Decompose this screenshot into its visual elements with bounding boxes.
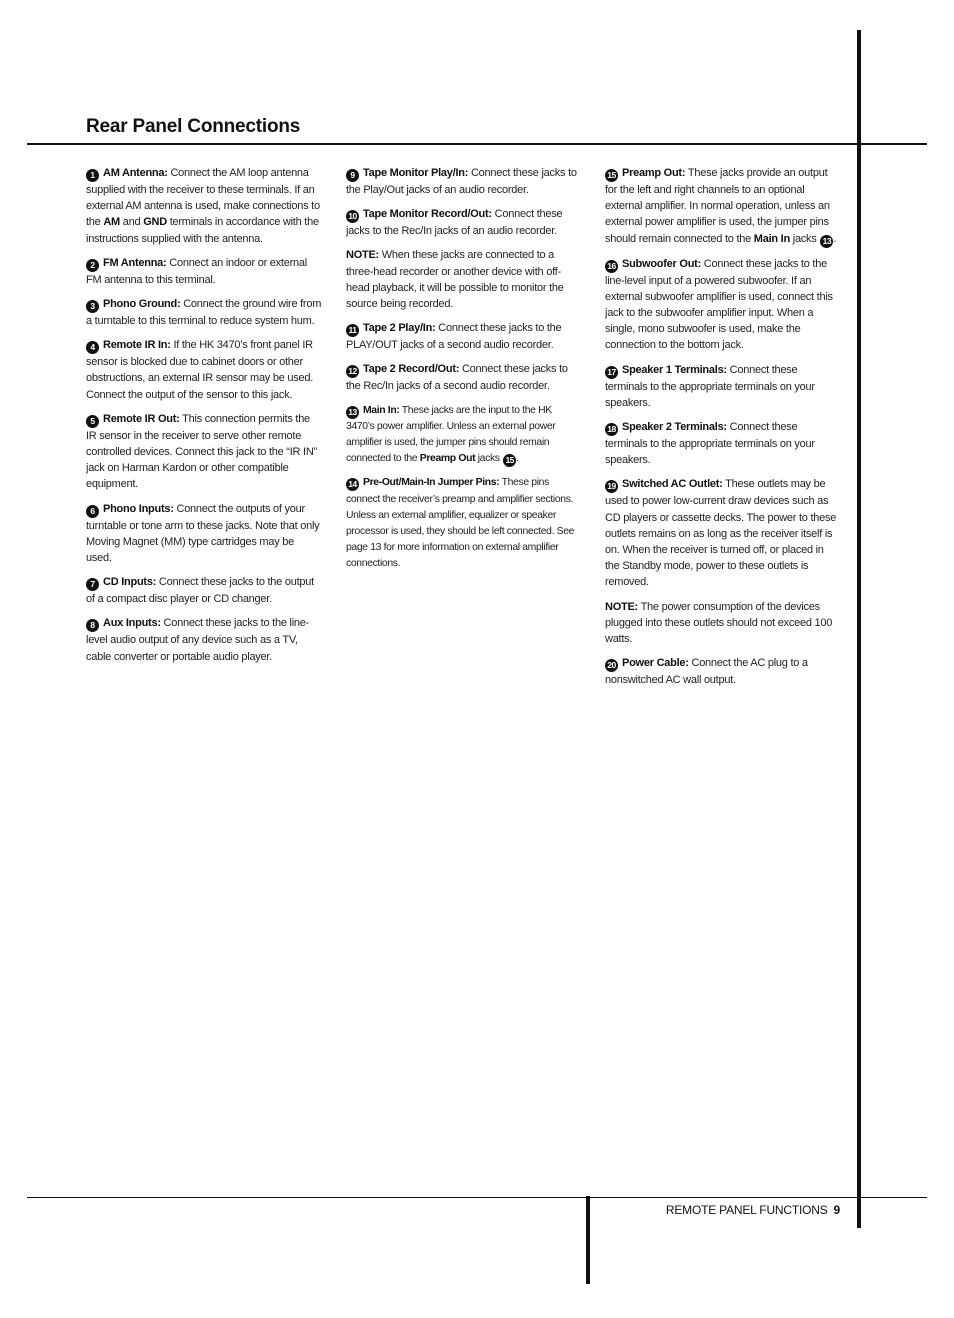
number-badge: 6 — [86, 505, 99, 518]
item-heading: Remote IR In: — [103, 339, 171, 352]
item-heading: Speaker 1 Terminals: — [622, 363, 727, 376]
item-speaker-1-terminals: 17 Speaker 1 Terminals: Connect these terminals to the appropriate terminals on your speakers. — [605, 363, 815, 409]
reference-badge: 15 — [503, 454, 516, 467]
item-heading: Phono Inputs: — [103, 502, 174, 515]
item-am-antenna: 1 AM Antenna: Connect the AM loop antenna supplied with the receiver to these terminals. If an external AM antenna is used, make connections to the AM and GND terminals in accordance with the instructions supplied with the antenna. — [86, 167, 320, 245]
item-heading: Phono Ground: — [103, 298, 181, 311]
note-power-consumption: NOTE: The power consumption of the devices plugged into these outlets should not exceed 100 watts. — [605, 600, 833, 646]
number-badge: 11 — [346, 324, 359, 337]
item-power-cable: 20 Power Cable: Connect the AC plug to a nonswitched AC wall output. — [605, 657, 808, 687]
item-cd-inputs: 7 CD Inputs: Connect these jacks to the output of a compact disc player or CD changer. — [86, 576, 314, 606]
item-heading: Power Cable: — [622, 657, 689, 670]
footer-section-label: REMOTE PANEL FUNCTIONS — [665, 1203, 828, 1217]
item-heading: Tape Monitor Record/Out: — [363, 208, 492, 221]
item-remote-ir-in: 4 Remote IR In: If the HK 3470’s front panel IR sensor is blocked due to cabinet doors or other obstructions, an external IR sensor may be used. Connect the output of the sensor to this jack. — [86, 339, 314, 401]
item-heading: Tape 2 Record/Out: — [363, 363, 460, 376]
number-badge: 8 — [86, 619, 99, 632]
item-heading: Switched AC Outlet: — [622, 478, 723, 491]
item-heading: Main In: — [363, 404, 400, 416]
page-number: 9 — [833, 1203, 840, 1217]
item-heading: FM Antenna: — [103, 256, 167, 269]
column-3 — [605, 165, 841, 696]
footer-rule — [27, 1197, 927, 1198]
number-badge: 5 — [86, 415, 99, 428]
item-heading: Subwoofer Out: — [622, 257, 701, 270]
number-badge: 4 — [86, 341, 99, 354]
number-badge: 1 — [86, 169, 99, 182]
item-switched-ac-outlet: 19 Switched AC Outlet: These outlets may be used to power low-current draw devices such as CD players or cassette decks. The power to these outlets remains on as long as the receiver itself is on. When the receiver is turned off, or placed in the Standby mode, power to these outlets is removed. — [605, 478, 837, 589]
column-2 — [346, 165, 582, 581]
item-aux-inputs: 8 Aux Inputs: Connect these jacks to the line-level audio output of any device such as a TV, cable converter or portable audio player. — [86, 617, 310, 663]
item-heading: Preamp Out: — [622, 167, 686, 179]
item-heading: Tape Monitor Play/In: — [363, 167, 469, 179]
right-margin-bar — [857, 30, 861, 1228]
note-heading: NOTE: — [605, 600, 638, 613]
item-heading: CD Inputs: — [103, 576, 157, 589]
reference-badge: 13 — [820, 235, 833, 248]
number-badge: 13 — [346, 406, 359, 419]
number-badge: 12 — [346, 365, 359, 378]
item-main-in: 13 Main In: These jacks are the input to the HK 3470’s power amplifier. Unless an external power amplifier is used, the jumper pins should remain connected to the Preamp Out jacks 15 . — [346, 404, 556, 466]
item-tape-monitor-play: 9 Tape Monitor Play/In: Connect these jacks to the Play/Out jacks of an audio recorder. — [346, 167, 577, 196]
note-heading: NOTE: — [346, 249, 379, 262]
item-heading: Aux Inputs: — [103, 617, 161, 630]
number-badge: 20 — [605, 659, 618, 672]
number-badge: 18 — [605, 423, 618, 436]
item-jumper-pins: 14 Pre-Out/Main-In Jumper Pins: These pins connect the receiver’s preamp and amplifier sections. Unless an external amplifier, equalizer or speaker processor is used, they should be left connected. See page 13 for more information on external amplifier connections. — [346, 477, 575, 570]
footer-bar — [586, 1196, 590, 1284]
item-tape-monitor-record: 10 Tape Monitor Record/Out: Connect these jacks to the Rec/In jacks of an audio recorder. — [346, 208, 563, 238]
item-tape2-play: 11 Tape 2 Play/In: Connect these jacks to the PLAY/OUT jacks of a second audio recorder. — [346, 322, 562, 352]
number-badge: 3 — [86, 300, 99, 313]
item-heading: Remote IR Out: — [103, 412, 180, 425]
number-badge: 17 — [605, 366, 618, 379]
number-badge: 19 — [605, 480, 618, 493]
item-subwoofer-out: 16 Subwoofer Out: Connect these jacks to the line-level input of a powered subwoofer. If an external subwoofer amplifier is used, connect this jack to the subwoofer amplifier input. When a single, mono subwoofer is used, make the connection to the bottom jack. — [605, 257, 833, 352]
item-heading: AM Antenna: — [103, 167, 168, 179]
number-badge: 7 — [86, 578, 99, 591]
number-badge: 10 — [346, 210, 359, 223]
item-remote-ir-out: 5 Remote IR Out: This connection permits the IR sensor in the receiver to serve other remote controlled devices. Connect this jack to the “IR IN” jack on Harman Kardon or other compatible equipment. — [86, 412, 317, 491]
number-badge: 2 — [86, 259, 99, 272]
item-tape2-record: 12 Tape 2 Record/Out: Connect these jacks to the Rec/In jacks of a second audio recorder. — [346, 363, 568, 393]
number-badge: 16 — [605, 260, 618, 273]
item-phono-inputs: 6 Phono Inputs: Connect the outputs of your turntable or tone arm to these jacks. Note that only Moving Magnet (MM) type cartridges may be used. — [86, 502, 320, 565]
item-heading: Speaker 2 Terminals: — [622, 421, 727, 434]
item-phono-ground: 3 Phono Ground: Connect the ground wire from a turntable to this terminal to reduce system hum. — [86, 298, 322, 328]
number-badge: 15 — [605, 169, 618, 182]
item-heading: Pre-Out/Main-In Jumper Pins: — [363, 477, 500, 489]
page-title: Rear Panel Connections — [86, 116, 301, 137]
page-footer — [600, 1203, 840, 1217]
item-heading: Tape 2 Play/In: — [363, 322, 436, 335]
number-badge: 9 — [346, 169, 359, 182]
item-fm-antenna: 2 FM Antenna: Connect an indoor or external FM antenna to this terminal. — [86, 256, 307, 286]
number-badge: 14 — [346, 478, 359, 491]
column-1 — [86, 165, 322, 673]
header-rule — [27, 143, 927, 145]
note-tape-monitor: NOTE: When these jacks are connected to a three-head recorder or another device with off-head playback, it will be possible to monitor the source being recorded. — [346, 249, 564, 311]
item-speaker-2-terminals: 18 Speaker 2 Terminals: Connect these terminals to the appropriate terminals on your speakers. — [605, 421, 815, 467]
item-preamp-out: 15 Preamp Out: These jacks provide an output for the left and right channels to an optional external amplifier. In normal operation, unless an external power amplifier is used, the jumper pins should remain connected to the Main In jacks 13 . — [605, 167, 837, 246]
